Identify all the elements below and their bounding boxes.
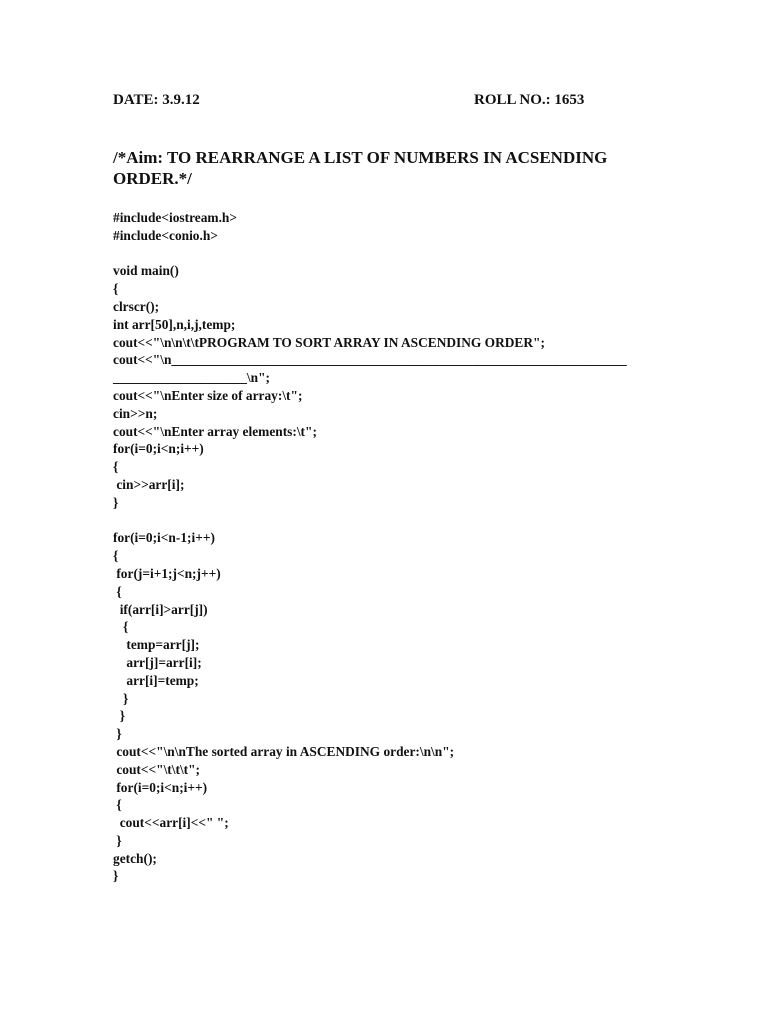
code-line: cout<<"\nEnter size of array:\t"; xyxy=(113,387,303,403)
code-line: arr[j]=arr[i]; xyxy=(113,654,202,670)
aim-heading xyxy=(113,147,673,189)
code-line: cout<<"\n\nThe sorted array in ASCENDING order:\n\n"; xyxy=(113,743,455,759)
code-line: #include<conio.h> xyxy=(113,227,218,243)
code-line: } xyxy=(113,708,125,724)
code-line: #include<iostream.h> xyxy=(113,210,238,225)
code-line: { xyxy=(113,548,119,564)
code-line: for(j=i+1;j<n;j++) xyxy=(113,565,221,581)
code-line: int arr[50],n,i,j,temp; xyxy=(113,316,236,332)
code-block xyxy=(113,209,673,885)
code-line: cout<<"\t\t\t"; xyxy=(113,761,201,777)
code-line: cout<<"\n____________________________________________________________________ xyxy=(113,352,627,368)
code-line: void main() xyxy=(113,263,179,279)
code-line: cout<<"\n\n\t\tPROGRAM TO SORT ARRAY IN ASCENDING ORDER"; xyxy=(113,334,545,350)
roll-number-label: ROLL NO.: 1653 xyxy=(474,92,585,108)
code-line: getch(); xyxy=(113,850,157,866)
code-line: for(i=0;i<n;i++) xyxy=(113,779,208,795)
code-line: for(i=0;i<n-1;i++) xyxy=(113,530,215,546)
code-line: { xyxy=(113,797,122,813)
aim-line: ORDER.*/ xyxy=(113,169,192,188)
code-line xyxy=(113,512,673,530)
date-label: DATE: 3.9.12 xyxy=(113,92,200,108)
code-line: clrscr(); xyxy=(113,298,160,314)
code-line: } xyxy=(113,832,122,848)
code-line: } xyxy=(113,494,119,510)
code-line: ____________________\n"; xyxy=(113,370,270,386)
code-line: { xyxy=(113,281,119,297)
code-line: arr[i]=temp; xyxy=(113,672,199,688)
code-line: if(arr[i]>arr[j]) xyxy=(113,601,208,617)
header-row xyxy=(113,92,653,112)
code-line: for(i=0;i<n;i++) xyxy=(113,441,204,457)
code-line: } xyxy=(113,690,129,706)
code-line: cout<<arr[i]<<" "; xyxy=(113,815,229,831)
code-line: cin>>arr[i]; xyxy=(113,476,185,492)
code-line: temp=arr[j]; xyxy=(113,637,200,653)
code-line: } xyxy=(113,726,122,742)
code-line: { xyxy=(113,619,129,635)
code-line xyxy=(113,245,673,263)
code-line: cin>>n; xyxy=(113,405,158,421)
code-line: { xyxy=(113,583,122,599)
code-line: } xyxy=(113,868,119,884)
code-line: { xyxy=(113,459,119,475)
code-line: cout<<"\nEnter array elements:\t"; xyxy=(113,423,317,439)
aim-line: /*Aim: TO REARRANGE A LIST OF NUMBERS IN ACSENDING xyxy=(113,148,608,167)
